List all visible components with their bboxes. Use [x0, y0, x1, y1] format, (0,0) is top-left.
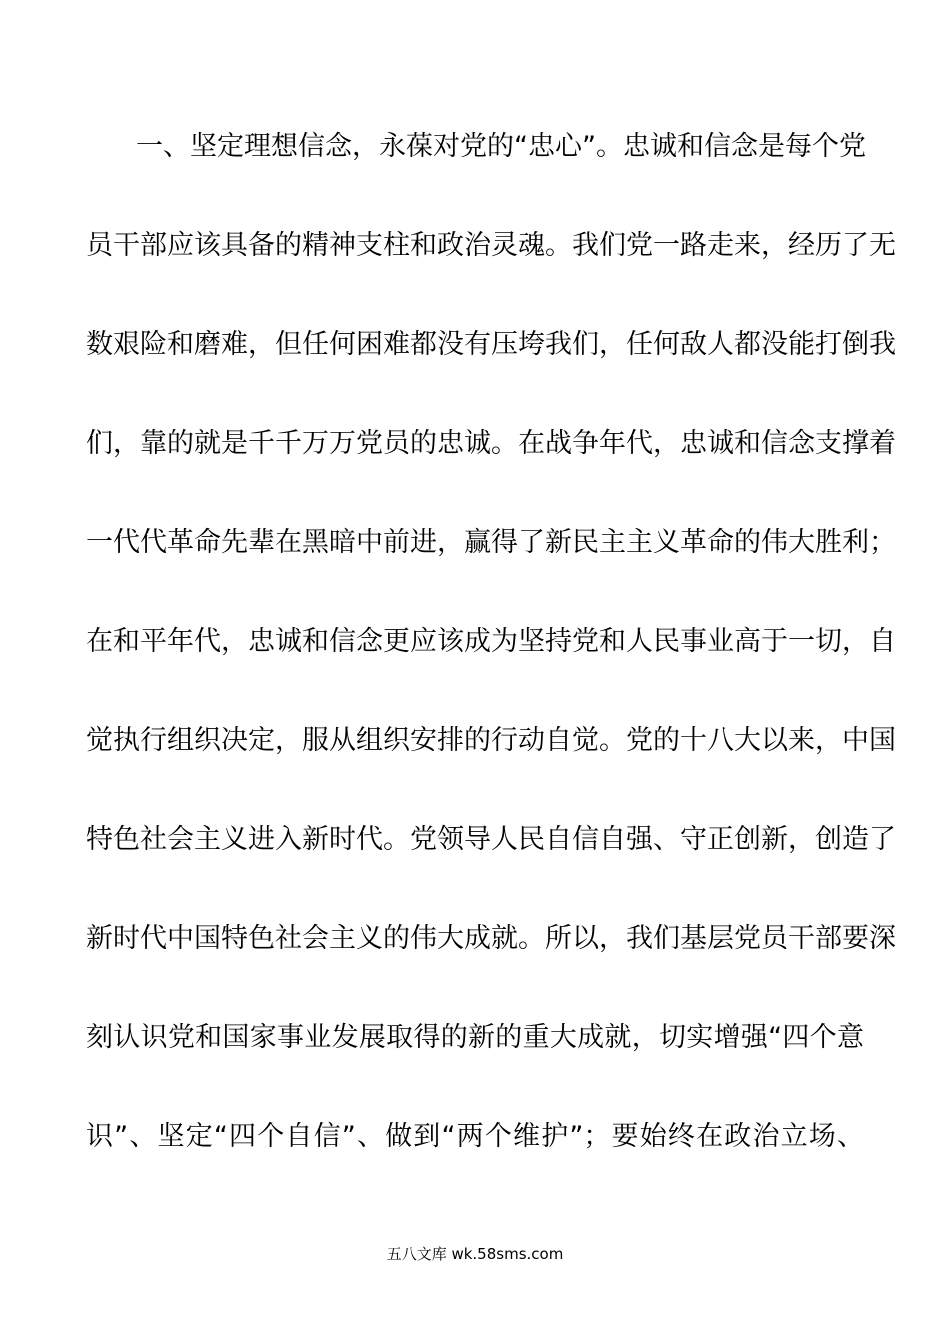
paragraph-line: 一代代革命先辈在黑暗中前进，赢得了新民主主义革命的伟大胜利； [86, 527, 896, 558]
paragraph-line: 员干部应该具备的精神支柱和政治灵魂。我们党一路走来，经历了无 [86, 230, 896, 261]
page-footer: 五八文库 wk.58sms.com [386, 1245, 564, 1263]
paragraph-line: 刻认识党和国家事业发展取得的新的重大成就，切实增强“四个意 [86, 1022, 864, 1053]
paragraph-line: 在和平年代，忠诚和信念更应该成为坚持党和人民事业高于一切，自 [86, 626, 896, 657]
paragraph-line: 特色社会主义进入新时代。党领导人民自信自强、守正创新，创造了 [86, 824, 896, 855]
paragraph-line: 觉执行组织决定，服从组织安排的行动自觉。党的十八大以来，中国 [86, 725, 896, 756]
paragraph-line: 识”、坚定“四个自信”、做到“两个维护”；要始终在政治立场、 [86, 1121, 864, 1152]
paragraph-line: 数艰险和磨难，但任何困难都没有压垮我们，任何敌人都没能打倒我 [86, 329, 896, 360]
paragraph-line: 们，靠的就是千千万万党员的忠诚。在战争年代，忠诚和信念支撑着 [86, 428, 896, 459]
body-paragraph [86, 112, 896, 1201]
paragraph-line: 新时代中国特色社会主义的伟大成就。所以，我们基层党员干部要深 [86, 923, 896, 954]
paragraph-line: 一、坚定理想信念，永葆对党的“忠心”。忠诚和信念是每个党 [136, 131, 866, 162]
